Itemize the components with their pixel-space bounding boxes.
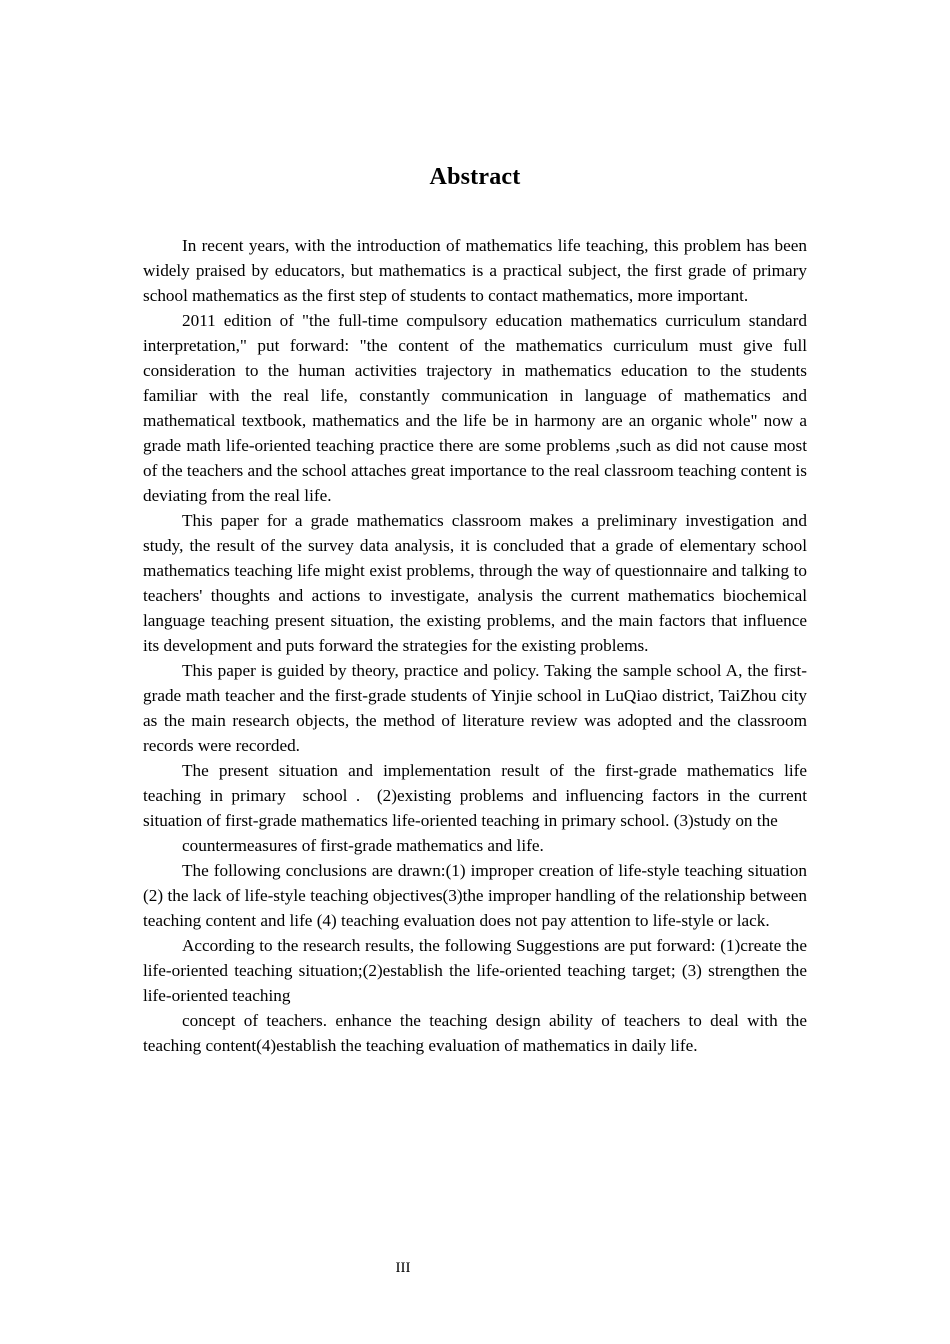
- paragraph-3: This paper for a grade mathematics classroom makes a preliminary investigation and study, the result of the survey data analysis, it is concluded that a grade of elementary school mathematics teaching life might exist problems, through the way of questionnaire and talking to teachers' thoughts and actions to investigate, analysis the current mathematics biochemical language teaching present situation, the existing problems, and the main factors that influence its development and puts forward the strategies for the existing problems.: [143, 511, 812, 655]
- abstract-body: [143, 233, 812, 1058]
- paragraph-8-suggestions: According to the research results, the following Suggestions are put forward: (1)create the life-oriented teaching situation;(2)establish the life-oriented teaching target; (3) strengthen the life-oriented teaching: [143, 936, 812, 1005]
- paragraph-6-countermeasures: countermeasures of first-grade mathematics and life.: [182, 836, 544, 855]
- paragraph-7-conclusions: The following conclusions are drawn:(1) improper creation of life-style teaching situation (2) the lack of life-style teaching objectives(3)the improper handling of the relationship between teaching content and life (4) teaching evaluation does not pay attention to life-style or lack.: [143, 861, 812, 930]
- page-number: III: [395, 1260, 411, 1276]
- page-title: Abstract: [429, 164, 521, 190]
- paragraph-5: The present situation and implementation result of the first-grade mathematics life teaching in primary school . (2)existing problems and influencing factors in the current situation of first-grade mathematics life-oriented teaching in primary school. (3)study on the: [143, 761, 812, 830]
- paragraph-4: This paper is guided by theory, practice and policy. Taking the sample school A, the first-grade math teacher and the first-grade students of Yinjie school in LuQiao district, TaiZhou city as the main research objects, the method of literature review was adopted and the classroom records were recorded.: [143, 661, 812, 755]
- paragraph-9-concept: concept of teachers. enhance the teaching design ability of teachers to deal with the teaching content(4)establish the teaching evaluation of mathematics in daily life.: [143, 1011, 812, 1055]
- paragraph-1: In recent years, with the introduction of mathematics life teaching, this problem has been widely praised by educators, but mathematics is a practical subject, the first grade of primary school mathematics as the first step of students to contact mathematics, more important.: [143, 236, 812, 305]
- paragraph-2: 2011 edition of "the full-time compulsory education mathematics curriculum standard interpretation," put forward: "the content of the mathematics curriculum must give full consideration to the human activities trajectory in mathematics education to the students familiar with the real life, constantly communication in language of mathematics and mathematical textbook, mathematics and the life be in harmony are an organic whole" now a grade math life-oriented teaching practice there are some problems ,such as did not cause most of the teachers and the school attaches great importance to the real classroom teaching content is deviating from the real life.: [143, 311, 812, 505]
